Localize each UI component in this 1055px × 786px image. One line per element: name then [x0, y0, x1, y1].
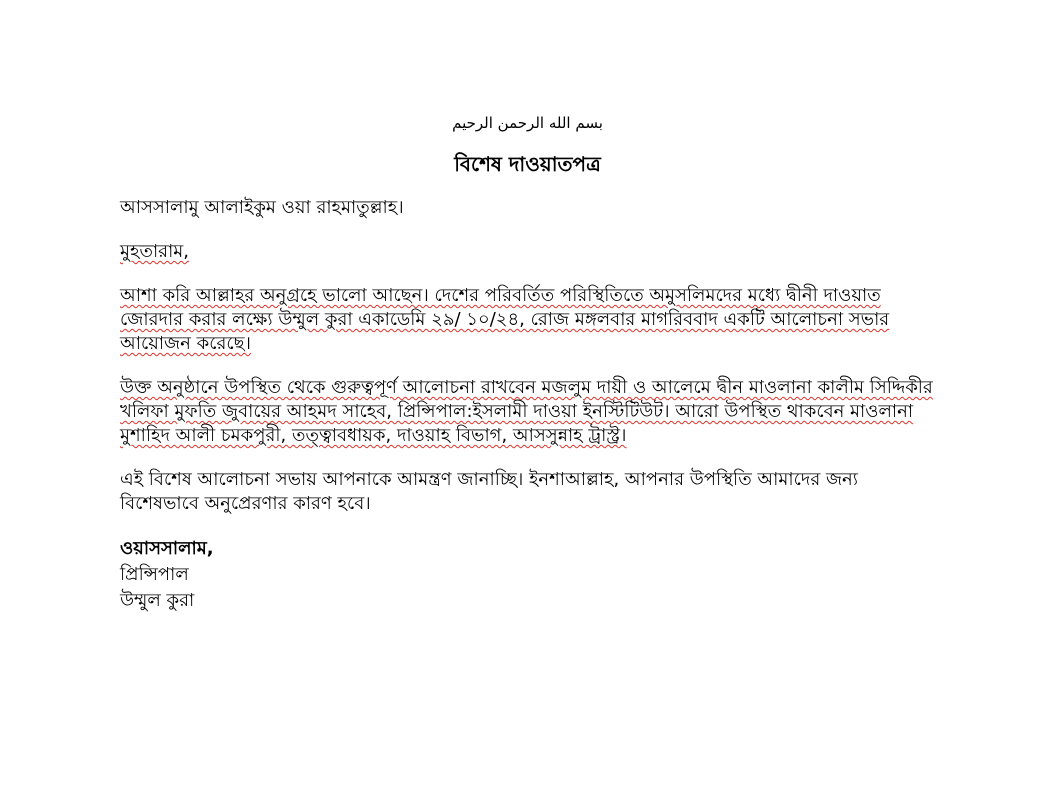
paragraph-two: [120, 376, 935, 448]
closing-line: ওয়াসসালাম,: [120, 538, 214, 559]
closing-block: [120, 536, 935, 614]
paragraph-two-text: উক্ত অনুষ্ঠানে উপস্থিত থেকে গুরুত্বপূর্ণ আলোচনা রাখবেন মজলুম দায়ী ও আলেমে দ্বীন মাওলানা কালীম সিদ্দিকীর খলিফা মুফতি জুবায়ের আহমদ সাহেব, প্রিন্সিপাল:ইসলামী দাওয়া ইনস্টিটিউট। আরো উপস্থিত থাকবেন মাওলানা মুশাহিদ আলী চমকপুরী, তত্ত্বাবধায়ক, দাওয়াহ বিভাগ, আসসুন্নাহ ট্রাস্ট্র।: [120, 377, 933, 446]
signer-organization: উম্মুল কুরা: [120, 590, 195, 611]
signer-title: প্রিন্সিপাল: [120, 564, 189, 585]
bismillah-line: بسم الله الرحمن الرحيم: [452, 114, 603, 132]
greeting-line: আসসালামু আলাইকুম ওয়া রাহমাতুল্লাহ।: [120, 197, 404, 218]
paragraph-one-text: আশা করি আল্লাহর অনুগ্রহে ভালো আছেন। দেশের পরিবর্তিত পরিস্থিতিতে অমুসলিমদের মধ্যে দ্বীনী দাওয়াত জোরদার করার লক্ষ্যে উম্মুল কুরা একাডেমি ২৯/ ১০/২৪, রোজ মঙ্গলবার মাগরিববাদ একটি আলোচনা সভার আয়োজন করেছে।: [120, 285, 890, 354]
paragraph-three: এই বিশেষ আলোচনা সভায় আপনাকে আমন্ত্রণ জানাচ্ছি। ইনশাআল্লাহ, আপনার উপস্থিতি আমাদের জন্য বিশেষভাবে অনুপ্রেরণার কারণ হবে।: [120, 469, 859, 514]
salutation-text: মুহতারাম,: [120, 241, 190, 262]
letter-page: [120, 112, 935, 614]
letter-title: বিশেষ দাওয়াতপত্র: [454, 152, 601, 176]
paragraph-one: [120, 284, 935, 356]
salutation-line: [120, 240, 935, 264]
